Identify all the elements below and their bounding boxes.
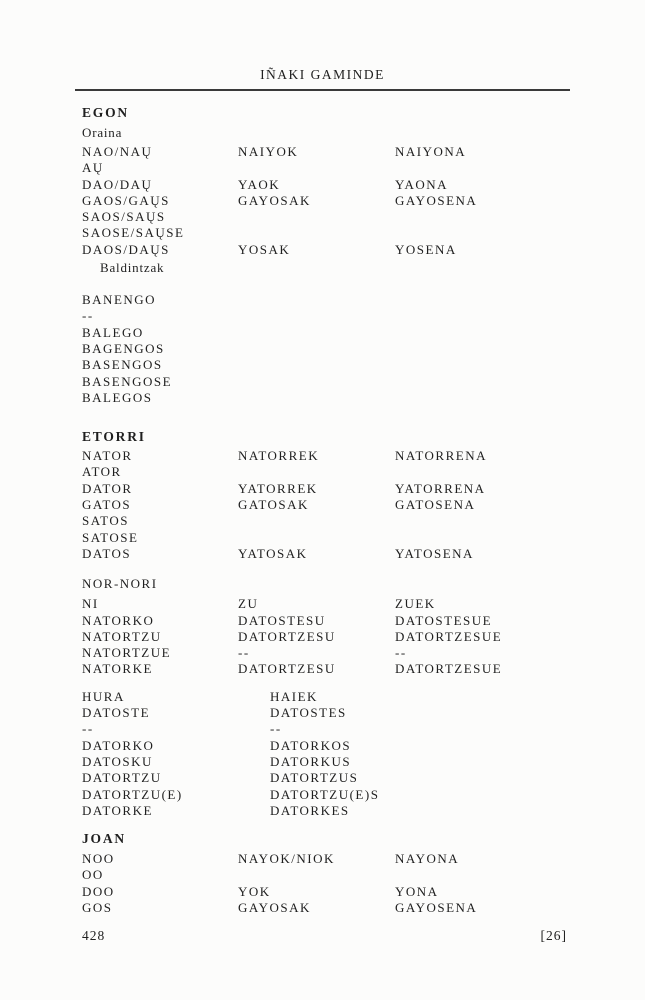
verb-row [82,160,567,176]
person-header-row [82,596,567,612]
verb-form: DATOSKU [82,753,153,769]
verb-row [82,803,567,819]
person-label: ZUEK [395,596,436,612]
section-title-egon: EGON [82,105,129,120]
verb-form [395,209,567,225]
verb-form [238,867,395,883]
verb-form: GAYOSAK [238,899,311,915]
verb-form: YONA [395,883,439,899]
verb-form: DATORTZU(E) [82,786,183,802]
page-footer [82,928,567,944]
verb-form: YAONA [395,176,448,192]
etorri-paradigm-table [82,448,567,562]
verb-form: NAYOK/NIOK [238,851,335,867]
verb-row [82,144,567,160]
verb-row [82,530,567,546]
verb-form: NATORKE [82,661,153,677]
verb-form: -- [238,645,250,661]
verb-form: GATOSENA [395,497,476,513]
joan-paradigm-table [82,851,567,916]
person-label: HAIEK [270,688,318,704]
verb-form: DATOSTESUE [395,612,493,628]
verb-form [395,530,567,546]
verb-form [238,464,395,480]
verb-form: GAYOSENA [395,899,478,915]
verb-form: NATORTZU [82,628,162,644]
page-number: 428 [82,928,106,944]
verb-form [395,160,567,176]
verb-form: OO [82,867,104,883]
verb-form: NATORREK [238,448,320,464]
verb-form: GAOS/GAŲS [82,192,170,208]
verb-form: YOSAK [238,241,291,257]
verb-form: DOO [82,883,115,899]
nor-nori-paradigm-table [82,596,567,677]
verb-form: DATORTZU [82,770,162,786]
verb-row [82,225,567,241]
verb-row [82,721,567,737]
verb-row [82,513,567,529]
verb-form: NATOR [82,448,133,464]
verb-form: DATOS [82,545,132,561]
verb-form: ATOR [82,464,122,480]
hura-haiek-paradigm-table [82,689,567,819]
verb-form: -- [82,721,94,737]
verb-row [82,481,567,497]
verb-form: DATORKUS [270,753,352,769]
verb-row [82,613,567,629]
section-title-joan: JOAN [82,831,126,847]
section-title-nor-nori: NOR-NORI [82,576,158,592]
running-header [0,0,645,91]
verb-row [82,754,567,770]
verb-row [82,705,567,721]
section-title-etorri: ETORRI [82,429,146,445]
verb-form: DATORKE [82,802,153,818]
verb-form: NATORTZUE [82,645,172,661]
verb-form: GATOSAK [238,497,309,513]
verb-form: DATORTZUS [270,770,359,786]
person-label: ZU [238,596,259,612]
page-content [0,105,645,944]
person-label: NI [82,596,99,612]
subsection-label-baldintzak: Baldintzak [100,260,165,276]
verb-form: NAIYOK [238,144,299,159]
verb-row [82,209,567,225]
verb-form: NOO [82,851,115,867]
verb-row [82,193,567,209]
verb-form [395,464,567,480]
verb-form: DATORTZESU [238,628,336,644]
verb-form [238,530,395,546]
verb-row [82,629,567,645]
verb-form: YAOK [238,176,281,192]
verb-row [82,770,567,786]
verb-form: NATORKO [82,612,155,628]
verb-form [395,513,567,529]
verb-form: SAOSE/SAŲSE [82,225,185,241]
verb-form: YATORREK [238,480,318,496]
verb-row [82,242,567,258]
verb-form [238,225,395,241]
verb-form: GAYOSENA [395,192,478,208]
verb-form: YATOSAK [238,545,308,561]
verb-form: SAOS/SAŲS [82,209,166,225]
verb-form: NAO/NAŲ [82,144,153,159]
verb-form: BANENGO [82,292,157,308]
verb-form: YOK [238,883,271,899]
verb-form: BASENGOSE [82,373,173,389]
verb-row [82,546,567,562]
verb-row [82,738,567,754]
egon-paradigm-table [82,144,567,258]
person-header-row [82,689,567,705]
verb-form: DATORKO [82,737,155,753]
verb-form: DAOS/DAŲS [82,241,170,257]
verb-form [238,160,395,176]
verb-row [82,900,567,916]
verb-form [238,209,395,225]
verb-form [395,867,567,883]
verb-row [82,867,567,883]
verb-form: DATORTZESU [238,661,336,677]
verb-form: -- [395,645,407,661]
verb-form: DATORTZESUE [395,661,503,677]
verb-row [82,661,567,677]
verb-row [82,645,567,661]
verb-form: NATORRENA [395,448,487,464]
verb-row [82,787,567,803]
verb-form: DATOSTE [82,705,151,721]
verb-form [395,225,567,241]
issue-number: [26] [540,928,567,944]
verb-form: SATOS [82,513,130,529]
verb-form: BASENGOS [82,357,163,373]
verb-form: BALEGO [82,324,144,340]
verb-form: AŲ [82,160,104,176]
verb-form: DATORTZESUE [395,628,503,644]
running-header-title: IÑAKI GAMINDE [260,67,385,82]
verb-form: BALEGOS [82,389,153,405]
person-label: HURA [82,688,125,704]
header-rule [75,89,570,91]
verb-form: DATOSTES [270,705,347,721]
verb-form: DAO/DAŲ [82,176,153,192]
verb-form: DATOR [82,480,133,496]
verb-row [82,851,567,867]
verb-form: NAIYONA [395,144,467,159]
verb-form: YOSENA [395,241,457,257]
verb-row [82,464,567,480]
verb-form: -- [270,721,282,737]
verb-form: GATOS [82,497,132,513]
verb-form: YATORRENA [395,480,486,496]
verb-form: YATOSENA [395,545,474,561]
verb-form: BAGENGOS [82,340,165,356]
subsection-label-oraina: Oraina [82,125,123,140]
verb-form: DATORKES [270,802,350,818]
verb-form: -- [82,308,94,324]
verb-form: DATOSTESU [238,612,326,628]
verb-form: DATORTZU(E)S [270,786,380,802]
verb-form: NAYONA [395,851,460,867]
verb-form: GAYOSAK [238,192,311,208]
verb-form: SATOSE [82,529,139,545]
verb-row [82,884,567,900]
verb-row [82,448,567,464]
verb-form: DATORKOS [270,737,352,753]
verb-row [82,177,567,193]
verb-row [82,497,567,513]
verb-form [238,513,395,529]
baldintzak-forms-list [82,292,567,406]
verb-form: GOS [82,899,113,915]
